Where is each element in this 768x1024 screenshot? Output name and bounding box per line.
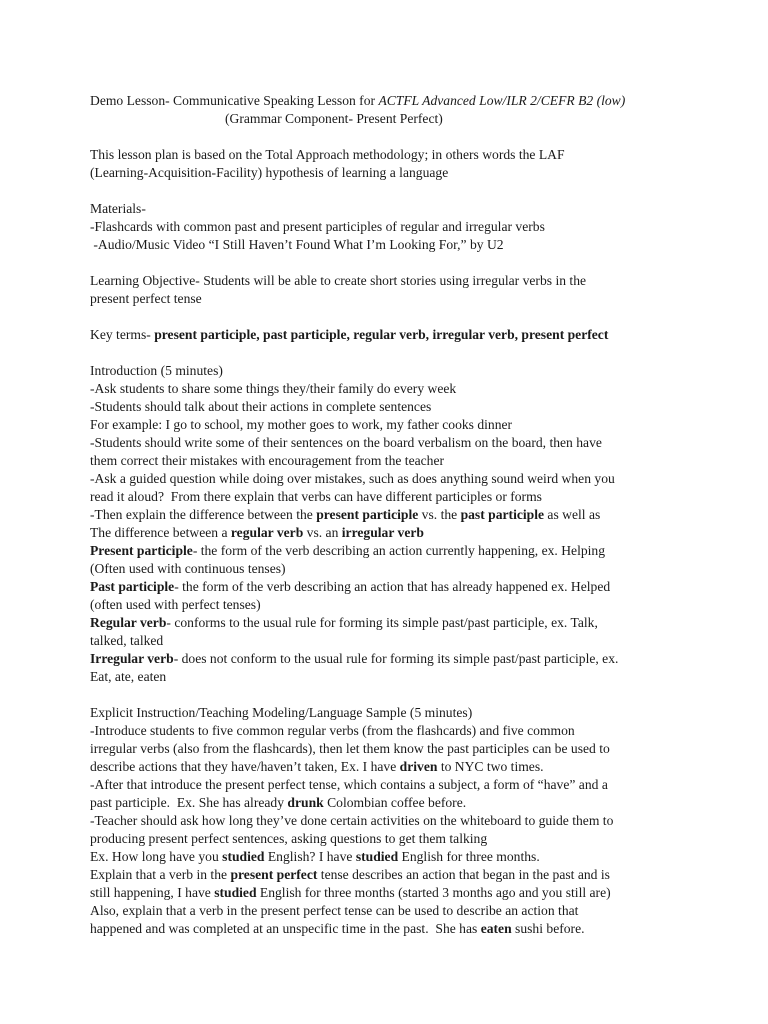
instruction-line: Also, explain that a verb in the present perfect tense can be used to describe an action that [90,903,579,918]
intro-line: This lesson plan is based on the Total Approach methodology; in others words the LAF [90,147,565,162]
definition-note: (often used with perfect tenses) [90,597,261,612]
introduction-line: read it aloud? From there explain that verbs can have different participles or forms [90,489,542,504]
instruction-line: Explain that a verb in the present perfect tense describes an action that began in the past and is [90,867,610,882]
instruction-line: -After that introduce the present perfect tense, which contains a subject, a form of “have” and a [90,777,608,792]
objective-line: present perfect tense [90,291,202,306]
definition-note: talked, talked [90,633,164,648]
instruction-line: still happening, I have studied English for three months (started 3 months ago and you still are) [90,885,611,900]
instruction-line: irregular verbs (also from the flashcards), then let them know the past participles can be used to [90,741,610,756]
materials-item: -Flashcards with common past and present participles of regular and irregular verbs [90,219,545,234]
introduction-line: -Ask students to share some things they/their family do every week [90,381,457,396]
instruction-line: happened and was completed at an unspecific time in the past. She has eaten sushi before. [90,921,585,936]
explicit-instruction-heading: Explicit Instruction/Teaching Modeling/Language Sample (5 minutes) [90,705,473,720]
lesson-subtitle: (Grammar Component- Present Perfect) [225,111,443,126]
introduction-line: For example: I go to school, my mother goes to work, my father cooks dinner [90,417,513,432]
introduction-line: them correct their mistakes with encouragement from the teacher [90,453,445,468]
materials-item: -Audio/Music Video “I Still Haven’t Found What I’m Looking For,” by U2 [90,237,504,252]
instruction-line: -Introduce students to five common regular verbs (from the flashcards) and five common [90,723,575,738]
instruction-line: describe actions that they have/haven’t taken, Ex. I have driven to NYC two times. [90,759,544,774]
definition-present-participle: Present participle- the form of the verb describing an action currently happening, ex. Helping [90,543,606,558]
introduction-line: -Students should talk about their actions in complete sentences [90,399,432,414]
introduction-line: -Students should write some of their sentences on the board verbalism on the board, then have [90,435,602,450]
key-terms: Key terms- present participle, past participle, regular verb, irregular verb, present perfect [90,327,609,342]
definition-regular-verb: Regular verb- conforms to the usual rule for forming its simple past/past participle, ex. Talk, [90,615,598,630]
document-body [90,92,690,938]
introduction-line: The difference between a regular verb vs. an irregular verb [90,525,424,540]
instruction-line: past participle. Ex. She has already drunk Colombian coffee before. [90,795,467,810]
lesson-title: Demo Lesson- Communicative Speaking Lesson for ACTFL Advanced Low/ILR 2/CEFR B2 (low) [90,93,626,108]
definition-irregular-verb: Irregular verb- does not conform to the usual rule for forming its simple past/past participle, ex. [90,651,619,666]
intro-line: (Learning-Acquisition-Facility) hypothesis of learning a language [90,165,449,180]
materials-heading: Materials- [90,201,146,216]
instruction-line: -Teacher should ask how long they’ve done certain activities on the whiteboard to guide them to [90,813,614,828]
definition-note: (Often used with continuous tenses) [90,561,286,576]
introduction-line: -Then explain the difference between the present participle vs. the past participle as well as [90,507,601,522]
instruction-line: producing present perfect sentences, asking questions to get them talking [90,831,488,846]
introduction-line: -Ask a guided question while doing over mistakes, such as does anything sound weird when you [90,471,615,486]
introduction-heading: Introduction (5 minutes) [90,363,223,378]
instruction-line: Ex. How long have you studied English? I have studied English for three months. [90,849,540,864]
definition-past-participle: Past participle- the form of the verb describing an action that has already happened ex. Helped [90,579,611,594]
definition-note: Eat, ate, eaten [90,669,167,684]
objective-line: Learning Objective- Students will be able to create short stories using irregular verbs in the [90,273,587,288]
